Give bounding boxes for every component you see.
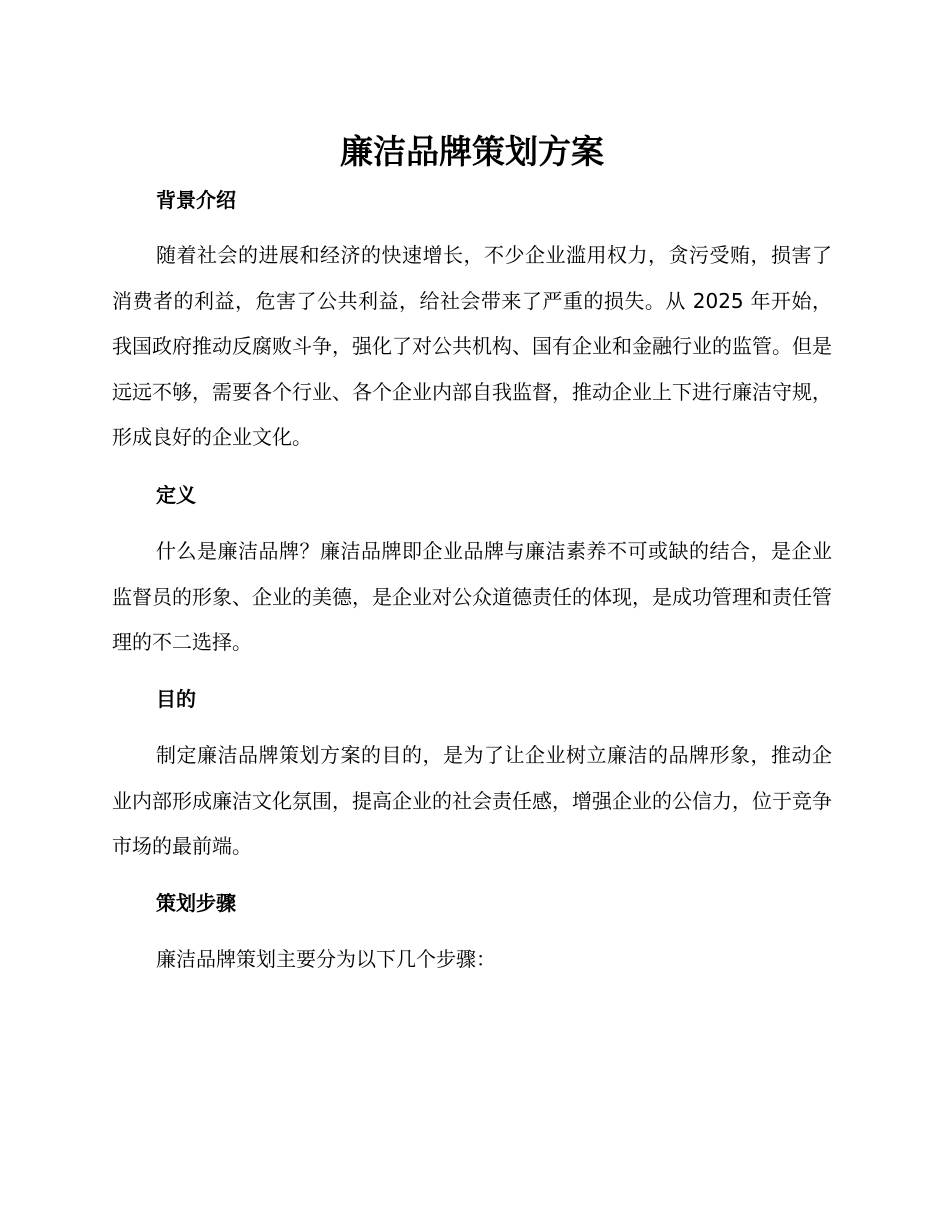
section-paragraph-definition: 什么是廉洁品牌？廉洁品牌即企业品牌与廉洁素养不可或缺的结合，是企业监督员的形象、企业的美德，是企业对公众道德责任的体现，是成功管理和责任管理的不二选择。 xyxy=(112,539,832,654)
section-paragraph-purpose: 制定廉洁品牌策划方案的目的，是为了让企业树立廉洁的品牌形象，推动企业内部形成廉洁文化氛围，提高企业的社会责任感，增强企业的公信力，位于竞争市场的最前端。 xyxy=(112,743,832,858)
section-heading-steps: 策划步骤 xyxy=(156,891,236,915)
section-heading-background: 背景介绍 xyxy=(156,188,236,212)
section-heading-definition: 定义 xyxy=(156,483,196,507)
document-title: 廉洁品牌策划方案 xyxy=(340,132,604,171)
section-paragraph-background: 随着社会的进展和经济的快速增长，不少企业滥用权力，贪污受贿，损害了消费者的利益，危害了公共利益，给社会带来了严重的损失。从 2025 年开始，我国政府推动反腐败斗争，强化了对公共机构、国有企业和金融行业的监管。但是远远不够，需要各个行业、各个企业内部自我监督，推动企业上下进行廉洁守规，形成良好的企业文化。 xyxy=(112,243,832,449)
section-heading-purpose: 目的 xyxy=(156,687,196,711)
section-paragraph-steps: 廉洁品牌策划主要分为以下几个步骤： xyxy=(156,947,496,971)
